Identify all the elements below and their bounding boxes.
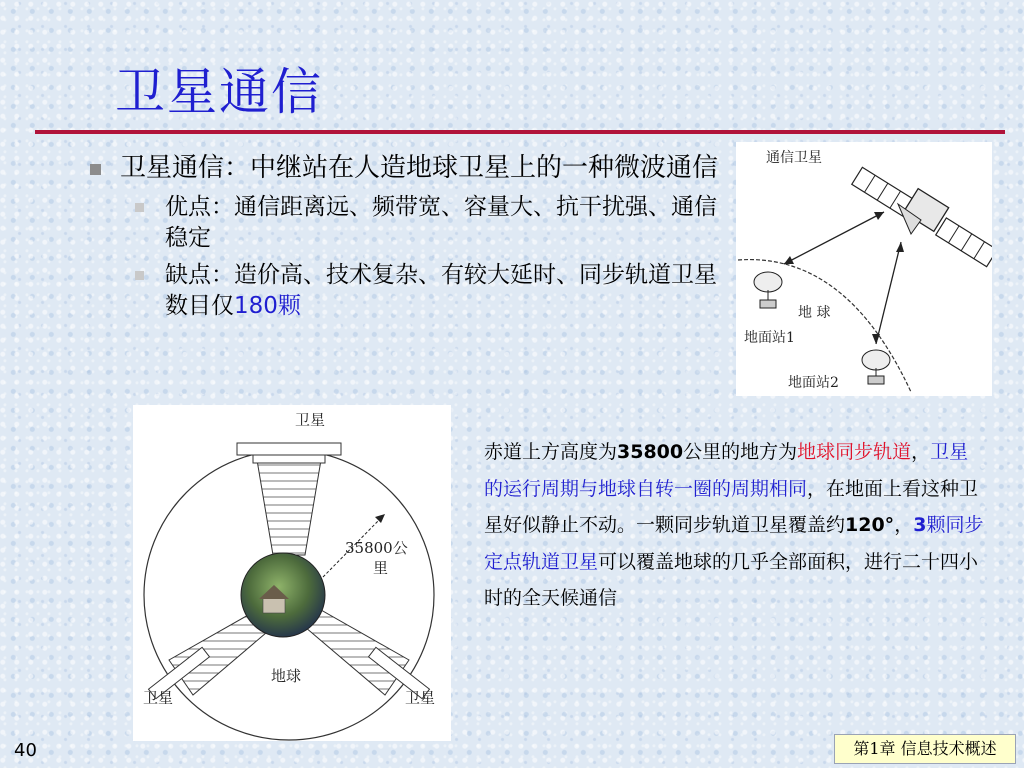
bullet-main: 卫星通信：中继站在人造地球卫星上的一种微波通信 — [90, 150, 730, 186]
para-coverage-angle: 120° — [845, 514, 895, 537]
label-distance-line2: 里 — [373, 559, 389, 577]
label-ground-station-1: 地面站1 — [744, 330, 795, 346]
coverage-svg — [133, 405, 451, 741]
ground-station-1-icon — [754, 272, 782, 308]
para-satellite-count: 3 — [913, 514, 927, 537]
satellite-top-panel — [237, 443, 341, 455]
para-segment-7: ，在地面上看这种卫星好似静止不动。一颗同步轨道卫星覆盖约 — [484, 477, 979, 537]
bullet-disadvantages — [135, 260, 730, 322]
label-satellite-right: 卫星 — [405, 689, 436, 707]
para-segment-1: 赤道上方高度为 — [484, 441, 618, 463]
disadvantages-text: 缺点：造价高、技术复杂、有较大延时、同步轨道卫星数目仅 — [165, 262, 717, 319]
para-segment-3: 公里的地方为 — [683, 441, 798, 463]
disadvantages-highlight: 180颗 — [234, 293, 301, 319]
beam-top — [257, 460, 321, 555]
chapter-label: 第1章 信息技术概述 — [834, 734, 1016, 764]
para-segment-5: ， — [911, 441, 931, 463]
para-altitude-value: 35800 — [617, 441, 684, 463]
title-divider — [35, 130, 1005, 134]
distance-arrowhead — [375, 514, 385, 523]
bullet-advantages: 优点：通信距离远、频带宽、容量大、抗干扰强、通信稳定 — [135, 192, 730, 254]
beam-right — [305, 610, 409, 695]
para-orbit-term: 地球同步轨道 — [797, 441, 912, 463]
label-ground-station-2: 地面站2 — [788, 375, 839, 391]
label-satellite-left: 卫星 — [143, 689, 174, 707]
para-fixed-satellites: 颗同步定点轨道卫星 — [484, 514, 984, 573]
solar-panel-right — [936, 218, 992, 267]
para-segment-9: ， — [894, 514, 914, 537]
para-period-statement: 卫星的运行周期与地球自转一圈的周期相同 — [484, 441, 969, 500]
label-distance-line1: 35800公 — [345, 539, 408, 557]
label-earth-bottom: 地球 — [271, 667, 302, 685]
link-satellite-station2 — [876, 242, 901, 344]
earth-house — [263, 597, 285, 613]
satellite-top-body — [253, 455, 325, 463]
page-number: 40 — [14, 740, 37, 761]
arrowhead-down-2 — [872, 334, 880, 344]
bullet-list — [90, 150, 730, 322]
label-satellite-top: 卫星 — [295, 411, 326, 429]
geostationary-description — [484, 434, 984, 617]
satellite-relay-svg — [736, 142, 992, 396]
label-earth: 地 球 — [798, 305, 831, 321]
ground-station-2-icon — [862, 350, 890, 384]
geostationary-coverage-diagram — [133, 405, 451, 741]
para-segment-12: 可以覆盖地球的几乎全部面积，进行二十四小时的全天候通信 — [484, 550, 979, 610]
slide-title: 卫星通信 — [115, 63, 323, 121]
label-communication-satellite: 通信卫星 — [766, 150, 822, 166]
satellite-relay-diagram — [736, 142, 992, 396]
link-station1-satellite — [784, 212, 884, 264]
